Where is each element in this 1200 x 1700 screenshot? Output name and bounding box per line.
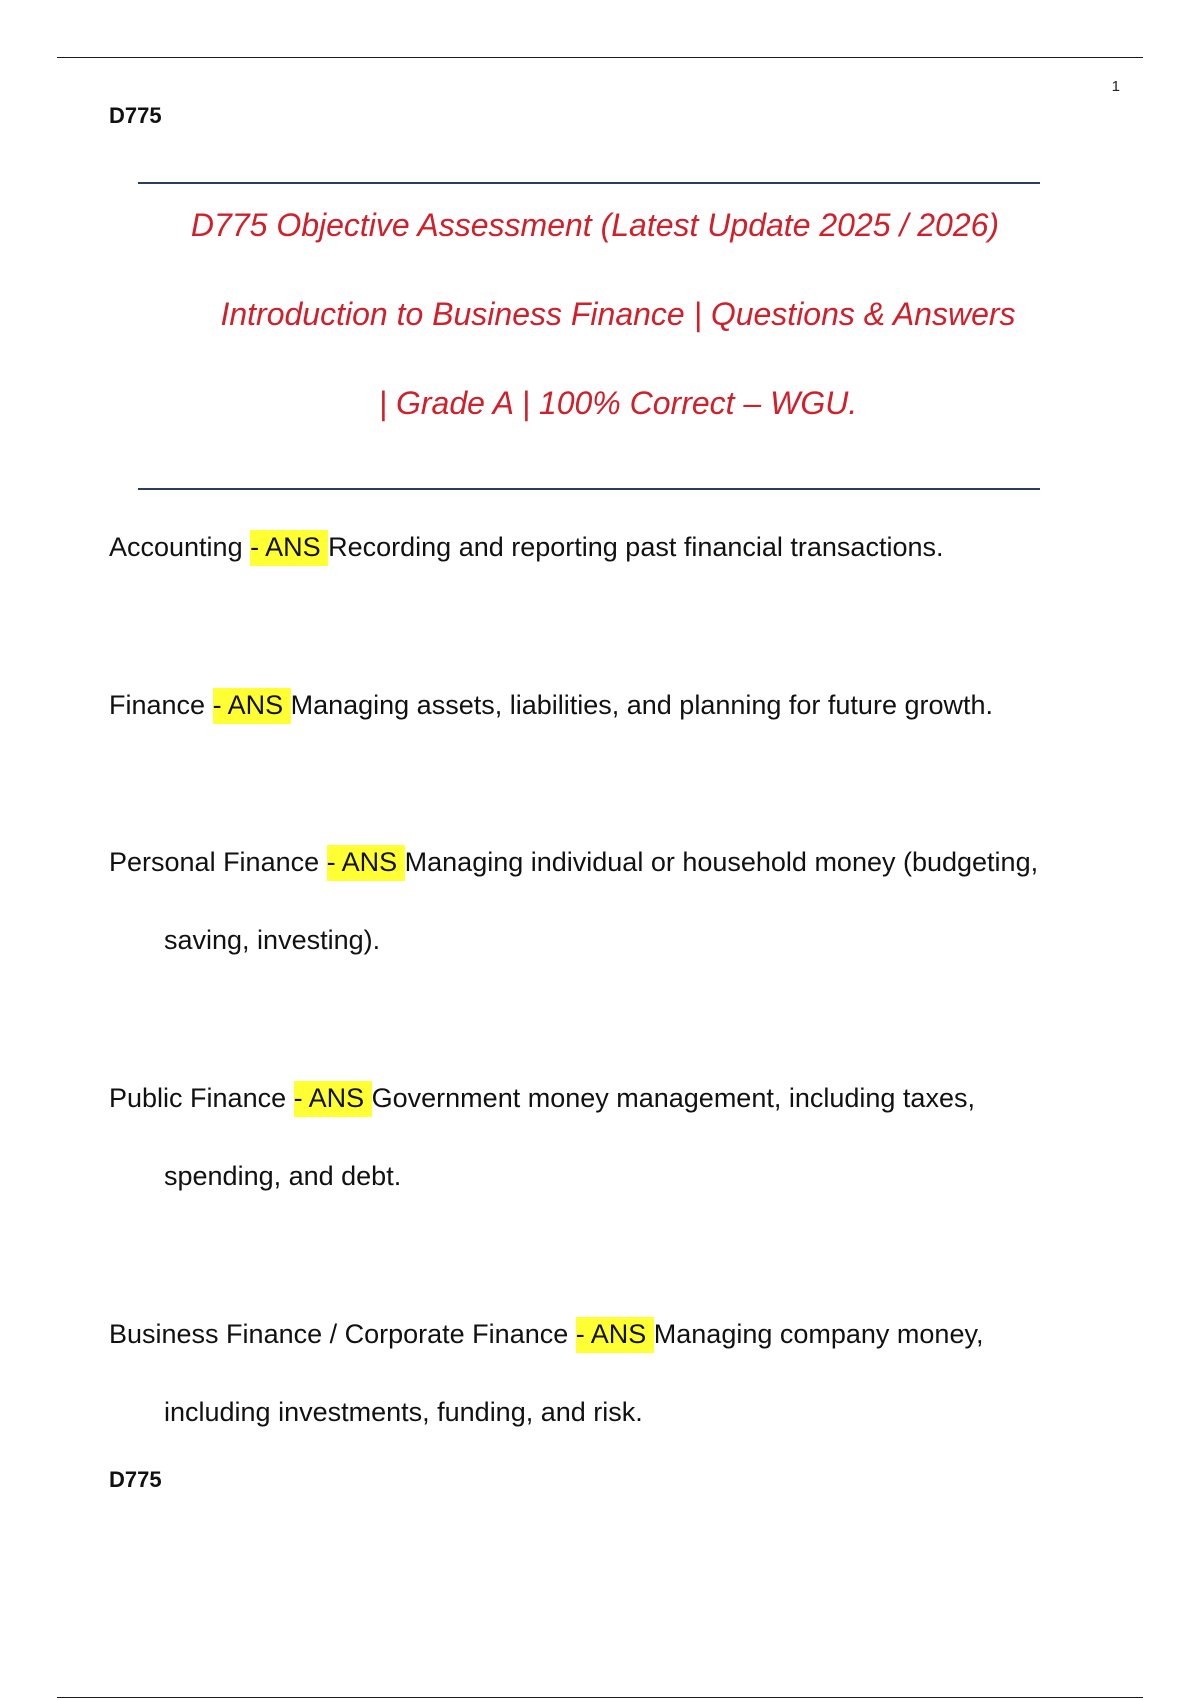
ans-marker: - ANS [327, 845, 405, 881]
qa-entry-business-finance [109, 1318, 1119, 1427]
qa-definition-continuation: spending, and debt. [164, 1161, 402, 1191]
ans-marker: - ANS [213, 688, 291, 724]
qa-entry-line [109, 689, 1119, 721]
page-footer-label: D775 [109, 1467, 162, 1492]
qa-definition-continuation: saving, investing). [164, 925, 381, 955]
page-header-label: D775 [109, 103, 162, 128]
qa-entry-accounting [109, 531, 1119, 563]
qa-term: Business Finance / Corporate Finance [109, 1319, 576, 1349]
qa-entry-line [109, 1318, 1119, 1350]
qa-term: Personal Finance [109, 847, 327, 877]
page-top-rule [57, 57, 1143, 58]
title-rule-lower [138, 488, 1040, 490]
page-bottom-rule [57, 1697, 1143, 1698]
qa-definition: Managing individual or household money (budgeting, [404, 847, 1039, 877]
qa-term: Finance [109, 690, 213, 720]
qa-definition: Managing company money, [653, 1319, 984, 1349]
qa-entry-line [109, 846, 1119, 878]
qa-definition: Recording and reporting past financial transactions. [328, 532, 944, 562]
qa-entry-line [109, 531, 1119, 563]
qa-term: Accounting [109, 532, 251, 562]
qa-definition-continuation: including investments, funding, and risk. [164, 1397, 643, 1427]
ans-marker: - ANS [294, 1081, 372, 1117]
document-title-line-3: | Grade A | 100% Correct – WGU. [378, 385, 858, 421]
document-title-line-1: D775 Objective Assessment (Latest Update 2025 / 2026) [190, 207, 1000, 243]
qa-term: Public Finance [109, 1083, 294, 1113]
qa-entry-personal-finance [109, 846, 1119, 955]
document-title-line-2: Introduction to Business Finance | Questions & Answers [220, 296, 1016, 332]
qa-entry-finance [109, 689, 1119, 721]
qa-definition: Managing assets, liabilities, and planning for future growth. [290, 690, 994, 720]
qa-entry-public-finance [109, 1082, 1119, 1191]
qa-entry-line [109, 1082, 1119, 1114]
title-rule-upper [138, 182, 1040, 184]
qa-definition: Government money management, including taxes, [371, 1083, 975, 1113]
ans-marker: - ANS [576, 1317, 654, 1353]
page-number: 1 [1111, 78, 1120, 95]
ans-marker: - ANS [250, 530, 328, 566]
